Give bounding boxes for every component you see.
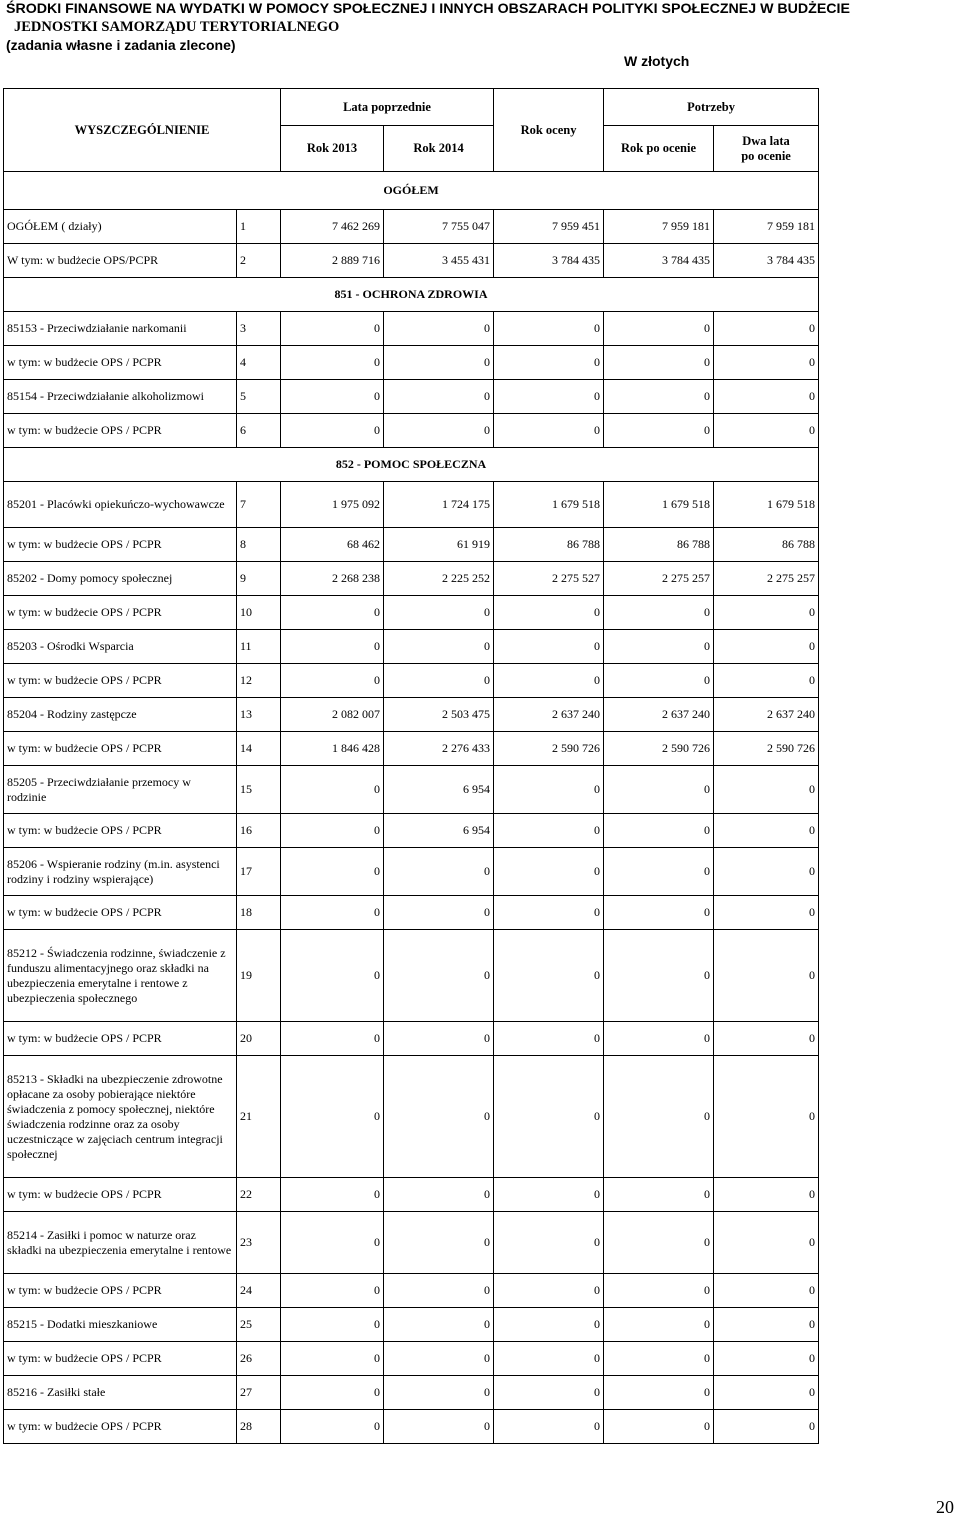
value-cell: 0 xyxy=(714,1274,819,1308)
value-cell: 1 975 092 xyxy=(281,482,384,528)
value-cell: 0 xyxy=(494,312,604,346)
value-cell: 0 xyxy=(604,1342,714,1376)
title-line-1: ŚRODKI FINANSOWE NA WYDATKI W POMOCY SPOŁECZNEJ I INNYCH OBSZARACH POLITYKI SPOŁECZNEJ W BUDŻECIE xyxy=(6,1,850,17)
table-row xyxy=(4,244,819,278)
value-cell: 1 846 428 xyxy=(281,732,384,766)
value-cell: 0 xyxy=(281,848,384,896)
value-cell: 2 590 726 xyxy=(604,732,714,766)
row-label: W tym: w budżecie OPS/PCPR xyxy=(4,244,237,278)
value-cell: 3 784 435 xyxy=(714,244,819,278)
value-cell: 0 xyxy=(384,1056,494,1178)
row-number: 1 xyxy=(237,210,281,244)
value-cell: 3 784 435 xyxy=(494,244,604,278)
section-title: 851 - OCHRONA ZDROWIA xyxy=(4,278,819,312)
value-cell: 0 xyxy=(384,1022,494,1056)
value-cell: 0 xyxy=(494,1274,604,1308)
value-cell: 2 637 240 xyxy=(604,698,714,732)
value-cell: 1 679 518 xyxy=(714,482,819,528)
value-cell: 0 xyxy=(494,930,604,1022)
value-cell: 0 xyxy=(281,814,384,848)
unit-label: W złotych xyxy=(624,53,690,69)
value-cell: 0 xyxy=(384,848,494,896)
table-row xyxy=(4,562,819,596)
value-cell: 0 xyxy=(604,414,714,448)
row-number: 26 xyxy=(237,1342,281,1376)
row-number: 28 xyxy=(237,1410,281,1444)
value-cell: 0 xyxy=(604,596,714,630)
row-number: 2 xyxy=(237,244,281,278)
value-cell: 0 xyxy=(281,630,384,664)
value-cell: 0 xyxy=(494,814,604,848)
value-cell: 0 xyxy=(604,1308,714,1342)
value-cell: 0 xyxy=(714,414,819,448)
section-title: 852 - POMOC SPOŁECZNA xyxy=(4,448,819,482)
value-cell: 0 xyxy=(604,380,714,414)
header-dwa-lata xyxy=(714,126,819,172)
document-title xyxy=(6,0,956,54)
table-row xyxy=(4,312,819,346)
value-cell: 0 xyxy=(494,414,604,448)
value-cell: 0 xyxy=(281,1212,384,1274)
row-number: 6 xyxy=(237,414,281,448)
value-cell: 2 225 252 xyxy=(384,562,494,596)
value-cell: 0 xyxy=(494,896,604,930)
value-cell: 7 959 181 xyxy=(604,210,714,244)
value-cell: 0 xyxy=(494,1212,604,1274)
value-cell: 0 xyxy=(494,1342,604,1376)
value-cell: 0 xyxy=(384,1178,494,1212)
header-dwa-lata-line-2: po ocenie xyxy=(741,148,791,163)
value-cell: 6 954 xyxy=(384,766,494,814)
value-cell: 0 xyxy=(714,1056,819,1178)
value-cell: 0 xyxy=(604,1212,714,1274)
table-row xyxy=(4,1056,819,1178)
row-label: w tym: w budżecie OPS / PCPR xyxy=(4,1274,237,1308)
value-cell: 0 xyxy=(604,848,714,896)
value-cell: 0 xyxy=(281,766,384,814)
table-row xyxy=(4,814,819,848)
section-row xyxy=(4,172,819,210)
table-row xyxy=(4,596,819,630)
value-cell: 0 xyxy=(714,1410,819,1444)
row-number: 18 xyxy=(237,896,281,930)
value-cell: 2 276 433 xyxy=(384,732,494,766)
value-cell: 0 xyxy=(714,930,819,1022)
table-row xyxy=(4,1308,819,1342)
section-row xyxy=(4,448,819,482)
value-cell: 0 xyxy=(384,1376,494,1410)
table-row xyxy=(4,528,819,562)
row-label: 85153 - Przeciwdziałanie narkomanii xyxy=(4,312,237,346)
row-number: 10 xyxy=(237,596,281,630)
value-cell: 0 xyxy=(604,312,714,346)
table-row xyxy=(4,210,819,244)
row-label: 85203 - Ośrodki Wsparcia xyxy=(4,630,237,664)
value-cell: 0 xyxy=(281,1342,384,1376)
table-row xyxy=(4,1342,819,1376)
value-cell: 0 xyxy=(714,1376,819,1410)
value-cell: 6 954 xyxy=(384,814,494,848)
row-label: 85215 - Dodatki mieszkaniowe xyxy=(4,1308,237,1342)
row-label: OGÓŁEM ( działy) xyxy=(4,210,237,244)
table-row xyxy=(4,896,819,930)
table-row xyxy=(4,1410,819,1444)
value-cell: 0 xyxy=(281,930,384,1022)
value-cell: 0 xyxy=(494,1178,604,1212)
row-label: 85204 - Rodziny zastępcze xyxy=(4,698,237,732)
value-cell: 0 xyxy=(494,1056,604,1178)
table-row xyxy=(4,698,819,732)
value-cell: 0 xyxy=(494,664,604,698)
row-number: 11 xyxy=(237,630,281,664)
value-cell: 0 xyxy=(494,380,604,414)
value-cell: 0 xyxy=(714,312,819,346)
value-cell: 0 xyxy=(604,1410,714,1444)
value-cell: 0 xyxy=(714,380,819,414)
value-cell: 0 xyxy=(714,664,819,698)
header-lata-poprzednie: Lata poprzednie xyxy=(281,89,494,126)
value-cell: 0 xyxy=(604,1056,714,1178)
value-cell: 0 xyxy=(384,414,494,448)
value-cell: 7 755 047 xyxy=(384,210,494,244)
finance-table xyxy=(3,88,819,1444)
row-label: w tym: w budżecie OPS / PCPR xyxy=(4,1178,237,1212)
value-cell: 2 275 527 xyxy=(494,562,604,596)
value-cell: 1 724 175 xyxy=(384,482,494,528)
value-cell: 1 679 518 xyxy=(494,482,604,528)
row-label: 85213 - Składki na ubezpieczenie zdrowotne opłacane za osoby pobierające niektóre świadczenia z pomocy społecznej, niektóre świadczenia rodzinne oraz za osoby uczestniczące w zajęciach centrum integracji społecznej xyxy=(4,1056,237,1178)
value-cell: 0 xyxy=(714,1308,819,1342)
row-number: 27 xyxy=(237,1376,281,1410)
value-cell: 0 xyxy=(281,1274,384,1308)
value-cell: 0 xyxy=(494,848,604,896)
row-label: w tym: w budżecie OPS / PCPR xyxy=(4,414,237,448)
value-cell: 68 462 xyxy=(281,528,384,562)
value-cell: 2 637 240 xyxy=(714,698,819,732)
value-cell: 0 xyxy=(494,1022,604,1056)
row-number: 21 xyxy=(237,1056,281,1178)
value-cell: 0 xyxy=(494,766,604,814)
value-cell: 86 788 xyxy=(604,528,714,562)
row-label: 85201 - Placówki opiekuńczo-wychowawcze xyxy=(4,482,237,528)
row-number: 8 xyxy=(237,528,281,562)
title-line-3: (zadania własne i zadania zlecone) xyxy=(6,37,236,53)
row-number: 4 xyxy=(237,346,281,380)
value-cell: 0 xyxy=(384,1212,494,1274)
value-cell: 2 889 716 xyxy=(281,244,384,278)
page-number: 20 xyxy=(936,1497,954,1517)
row-label: 85205 - Przeciwdziałanie przemocy w rodzinie xyxy=(4,766,237,814)
row-number: 9 xyxy=(237,562,281,596)
row-label: 85216 - Zasiłki stałe xyxy=(4,1376,237,1410)
value-cell: 86 788 xyxy=(494,528,604,562)
value-cell: 0 xyxy=(714,814,819,848)
value-cell: 0 xyxy=(604,1178,714,1212)
value-cell: 2 268 238 xyxy=(281,562,384,596)
title-line-2: JEDNOSTKI SAMORZĄDU TERYTORIALNEGO xyxy=(14,19,340,35)
row-number: 15 xyxy=(237,766,281,814)
header-potrzeby: Potrzeby xyxy=(604,89,819,126)
section-title: OGÓŁEM xyxy=(4,172,819,210)
value-cell: 3 784 435 xyxy=(604,244,714,278)
value-cell: 2 275 257 xyxy=(604,562,714,596)
value-cell: 0 xyxy=(281,414,384,448)
value-cell: 0 xyxy=(384,1274,494,1308)
row-number: 17 xyxy=(237,848,281,896)
row-label: 85202 - Domy pomocy społecznej xyxy=(4,562,237,596)
table-row xyxy=(4,732,819,766)
value-cell: 0 xyxy=(714,596,819,630)
row-number: 16 xyxy=(237,814,281,848)
table-row xyxy=(4,664,819,698)
value-cell: 0 xyxy=(494,1410,604,1444)
value-cell: 0 xyxy=(714,1022,819,1056)
row-label: w tym: w budżecie OPS / PCPR xyxy=(4,528,237,562)
row-label: w tym: w budżecie OPS / PCPR xyxy=(4,814,237,848)
row-label: w tym: w budżecie OPS / PCPR xyxy=(4,1410,237,1444)
value-cell: 0 xyxy=(281,1376,384,1410)
value-cell: 0 xyxy=(494,346,604,380)
header-dwa-lata-line-1: Dwa lata xyxy=(742,133,790,148)
table-row xyxy=(4,346,819,380)
row-label: w tym: w budżecie OPS / PCPR xyxy=(4,596,237,630)
row-number: 14 xyxy=(237,732,281,766)
value-cell: 0 xyxy=(604,1376,714,1410)
value-cell: 0 xyxy=(384,1342,494,1376)
value-cell: 0 xyxy=(604,1022,714,1056)
value-cell: 0 xyxy=(281,312,384,346)
value-cell: 0 xyxy=(384,664,494,698)
value-cell: 0 xyxy=(714,896,819,930)
row-label: w tym: w budżecie OPS / PCPR xyxy=(4,1022,237,1056)
value-cell: 3 455 431 xyxy=(384,244,494,278)
value-cell: 0 xyxy=(281,1056,384,1178)
value-cell: 0 xyxy=(281,1308,384,1342)
value-cell: 0 xyxy=(714,1178,819,1212)
value-cell: 0 xyxy=(384,1308,494,1342)
value-cell: 0 xyxy=(604,1274,714,1308)
row-number: 5 xyxy=(237,380,281,414)
row-label: 85154 - Przeciwdziałanie alkoholizmowi xyxy=(4,380,237,414)
value-cell: 0 xyxy=(281,1022,384,1056)
row-number: 22 xyxy=(237,1178,281,1212)
value-cell: 0 xyxy=(281,896,384,930)
value-cell: 0 xyxy=(384,896,494,930)
value-cell: 0 xyxy=(494,1376,604,1410)
row-label: w tym: w budżecie OPS / PCPR xyxy=(4,664,237,698)
table-row xyxy=(4,1022,819,1056)
row-number: 24 xyxy=(237,1274,281,1308)
value-cell: 2 590 726 xyxy=(714,732,819,766)
table-row xyxy=(4,482,819,528)
value-cell: 0 xyxy=(281,380,384,414)
header-rok-2014: Rok 2014 xyxy=(384,126,494,172)
row-label: w tym: w budżecie OPS / PCPR xyxy=(4,346,237,380)
row-number: 23 xyxy=(237,1212,281,1274)
value-cell: 0 xyxy=(714,346,819,380)
value-cell: 0 xyxy=(384,630,494,664)
value-cell: 0 xyxy=(604,630,714,664)
table-row xyxy=(4,1274,819,1308)
value-cell: 0 xyxy=(384,596,494,630)
row-label: w tym: w budżecie OPS / PCPR xyxy=(4,1342,237,1376)
value-cell: 0 xyxy=(714,630,819,664)
value-cell: 0 xyxy=(384,930,494,1022)
value-cell: 2 590 726 xyxy=(494,732,604,766)
value-cell: 7 959 451 xyxy=(494,210,604,244)
row-label: 85214 - Zasiłki i pomoc w naturze oraz składki na ubezpieczenia emerytalne i rentowe xyxy=(4,1212,237,1274)
table-row xyxy=(4,630,819,664)
table-row xyxy=(4,766,819,814)
value-cell: 0 xyxy=(604,766,714,814)
value-cell: 7 959 181 xyxy=(714,210,819,244)
value-cell: 0 xyxy=(281,664,384,698)
value-cell: 2 637 240 xyxy=(494,698,604,732)
value-cell: 0 xyxy=(281,346,384,380)
value-cell: 0 xyxy=(604,346,714,380)
value-cell: 0 xyxy=(494,630,604,664)
value-cell: 0 xyxy=(281,1410,384,1444)
value-cell: 0 xyxy=(384,346,494,380)
row-label: 85212 - Świadczenia rodzinne, świadczenie z funduszu alimentacyjnego oraz składki na ubezpieczenia emerytalne i rentowe z ubezpieczenia społecznego xyxy=(4,930,237,1022)
row-number: 7 xyxy=(237,482,281,528)
row-label: w tym: w budżecie OPS / PCPR xyxy=(4,896,237,930)
header-rok-oceny: Rok oceny xyxy=(494,89,604,172)
value-cell: 0 xyxy=(281,1178,384,1212)
section-row xyxy=(4,278,819,312)
row-label: 85206 - Wspieranie rodziny (m.in. asystenci rodziny i rodziny wspierające) xyxy=(4,848,237,896)
value-cell: 0 xyxy=(714,848,819,896)
value-cell: 0 xyxy=(384,380,494,414)
row-number: 12 xyxy=(237,664,281,698)
value-cell: 0 xyxy=(281,596,384,630)
value-cell: 0 xyxy=(604,814,714,848)
value-cell: 0 xyxy=(604,896,714,930)
header-rok-2013: Rok 2013 xyxy=(281,126,384,172)
value-cell: 0 xyxy=(384,1410,494,1444)
value-cell: 2 275 257 xyxy=(714,562,819,596)
table-row xyxy=(4,380,819,414)
value-cell: 86 788 xyxy=(714,528,819,562)
value-cell: 7 462 269 xyxy=(281,210,384,244)
row-number: 20 xyxy=(237,1022,281,1056)
value-cell: 2 082 007 xyxy=(281,698,384,732)
value-cell: 0 xyxy=(384,312,494,346)
row-label: w tym: w budżecie OPS / PCPR xyxy=(4,732,237,766)
row-number: 19 xyxy=(237,930,281,1022)
value-cell: 0 xyxy=(494,596,604,630)
table-row xyxy=(4,1178,819,1212)
value-cell: 1 679 518 xyxy=(604,482,714,528)
value-cell: 0 xyxy=(714,1212,819,1274)
row-number: 3 xyxy=(237,312,281,346)
row-number: 25 xyxy=(237,1308,281,1342)
value-cell: 61 919 xyxy=(384,528,494,562)
header-wyszczegolnienie: WYSZCZEGÓLNIENIE xyxy=(4,89,281,172)
value-cell: 0 xyxy=(714,766,819,814)
table-row xyxy=(4,848,819,896)
table-row xyxy=(4,1376,819,1410)
value-cell: 0 xyxy=(604,664,714,698)
table-row xyxy=(4,414,819,448)
value-cell: 0 xyxy=(604,930,714,1022)
header-rok-po-ocenie: Rok po ocenie xyxy=(604,126,714,172)
table-row xyxy=(4,1212,819,1274)
value-cell: 0 xyxy=(494,1308,604,1342)
value-cell: 2 503 475 xyxy=(384,698,494,732)
row-number: 13 xyxy=(237,698,281,732)
value-cell: 0 xyxy=(714,1342,819,1376)
table-row xyxy=(4,930,819,1022)
